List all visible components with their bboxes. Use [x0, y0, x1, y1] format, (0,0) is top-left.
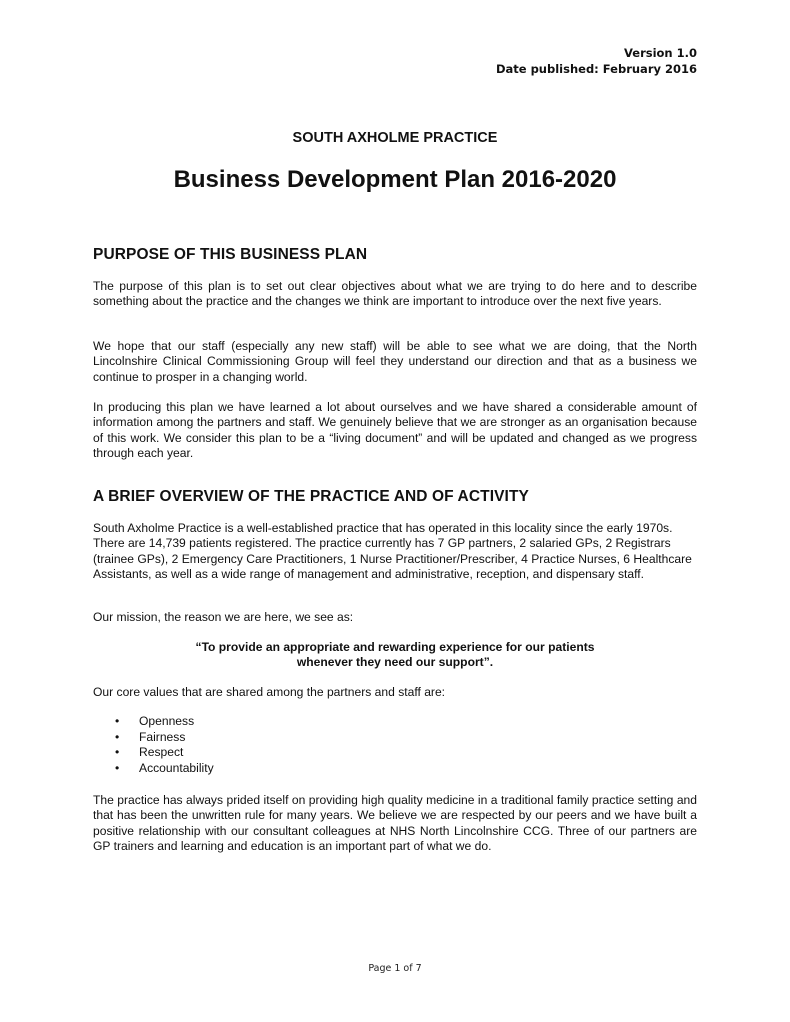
page-number: Page 1 of 7: [368, 963, 422, 974]
bullet-icon: •: [115, 714, 120, 728]
bullet-icon: •: [115, 729, 120, 744]
paragraph-purpose-3: In producing this plan we have learned a lot about ourselves and we have shared a considerable amount of information among the partners and staff. We genuinely believe that we are stronger as an organisation because of this work. We consider this plan to be a “living document” and will be updated and changed as we progress through each year.: [93, 400, 697, 461]
list-item-label: Respect: [139, 745, 184, 760]
bullet-icon: •: [115, 760, 120, 775]
paragraph-core-values-intro: Our core values that are shared among the partners and staff are:: [93, 685, 446, 699]
mission-quote-line-1: “To provide an appropriate and rewarding experience for our patients: [195, 640, 595, 654]
core-values-list: [93, 714, 214, 776]
mission-quote: [0, 640, 790, 671]
version-label: Version 1.0: [624, 46, 697, 60]
paragraph-mission-intro: Our mission, the reason we are here, we see as:: [93, 610, 354, 624]
organisation-name: SOUTH AXHOLME PRACTICE: [292, 130, 498, 146]
document-title: Business Development Plan 2016-2020: [173, 166, 617, 193]
paragraph-purpose-2: We hope that our staff (especially any new staff) will be able to see what we are doing, that the North Lincolnshire Clinical Commissioning Group will feel they understand our direction and that as a business we continue to prosper in a changing world.: [93, 339, 697, 384]
list-item-label: Accountability: [139, 760, 214, 775]
section-heading-purpose: PURPOSE OF THIS BUSINESS PLAN: [93, 246, 368, 263]
section-heading-overview: A BRIEF OVERVIEW OF THE PRACTICE AND OF ACTIVITY: [93, 488, 529, 505]
paragraph-overview-1: South Axholme Practice is a well-established practice that has operated in this locality since the early 1970s. There are 14,739 patients registered. The practice currently has 7 GP partners, 2 salaried GPs, 2 Registrars (trainee GPs), 2 Emergency Care Practitioners, 1 Nurse Practitioner/Prescriber, 4 Practice Nurses, 6 Healthcare Assistants, as well as a wide range of management and administrative, reception, and dispensary staff.: [93, 521, 692, 582]
document-meta: [496, 45, 697, 77]
list-item-label: Fairness: [139, 729, 186, 744]
paragraph-overview-closing: The practice has always prided itself on providing high quality medicine in a traditional family practice setting and that has been the unwritten rule for many years. We believe we are respected by our peers and we have built a positive relationship with our consultant colleagues at NHS North Lincolnshire CCG. Three of our partners are GP trainers and learning and education is an important part of what we do.: [93, 793, 697, 854]
list-item-accountability: [93, 761, 214, 777]
list-item-label: Openness: [139, 714, 195, 728]
bullet-icon: •: [115, 745, 120, 760]
mission-quote-line-2: whenever they need our support”.: [296, 655, 494, 670]
list-item-fairness: [93, 730, 214, 746]
paragraph-purpose-1: The purpose of this plan is to set out clear objectives about what we are trying to do here and to describe something about the practice and the changes we think are important to introduce over the next five years.: [93, 279, 697, 309]
list-item-openness: [93, 714, 214, 730]
list-item-respect: [93, 745, 214, 761]
date-published-label: Date published: February 2016: [495, 62, 697, 76]
